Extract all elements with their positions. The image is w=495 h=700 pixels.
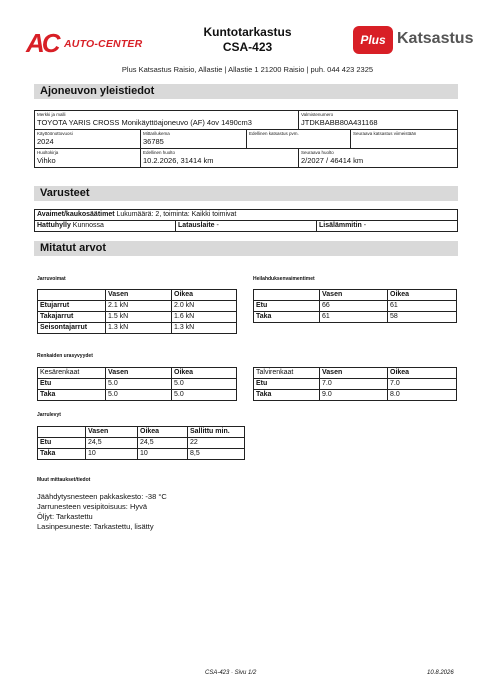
heater-cell <box>317 221 457 231</box>
vin-value: JTDKBABB80A431168 <box>301 118 378 127</box>
discs-col-min: Sallittu min. <box>188 427 245 438</box>
winter-cell: 7.0 <box>320 379 388 390</box>
make-model-value: TOYOTA YARIS CROSS Monikäyttöajoneuvo (AF) 4ov 1490cm3 <box>37 118 252 127</box>
summer-tires-table <box>37 367 237 401</box>
winter-tires-table <box>253 367 457 401</box>
winter-cell: 7.0 <box>388 379 457 390</box>
shock-absorbers-title: Heilahduksenvaimentimet <box>253 276 315 282</box>
discs-cell: 10 <box>86 449 138 460</box>
service-book-cell <box>35 149 141 167</box>
discs-col-right: Oikea <box>138 427 188 438</box>
summer-row-label: Etu <box>38 379 106 390</box>
table-row <box>254 390 457 401</box>
table-row <box>38 438 245 449</box>
tread-depth-title: Renkaiden urasyvyydet <box>37 353 93 359</box>
title-line-2: CSA-423 <box>222 40 273 54</box>
winter-col-right: Oikea <box>388 368 457 379</box>
summer-row-label: Taka <box>38 390 106 401</box>
brake-discs-title: Jarrulevyt <box>37 412 61 418</box>
make-model-cell <box>35 111 299 129</box>
vin-cell <box>299 111 457 129</box>
hat-shelf-value: Kunnossa <box>72 222 104 229</box>
brakes-col-left: Vasen <box>106 290 172 301</box>
footer-page-info: CSA-423 · Sivu 1/2 <box>205 670 257 676</box>
summer-tires-head: Kesärenkaat <box>38 368 106 379</box>
list-item: Lasinpesuneste: Tarkastettu, lisätty <box>37 522 154 531</box>
shock-absorbers-table <box>253 289 457 323</box>
prev-inspection-label: Edellinen katsastus pvm. <box>249 131 299 136</box>
intro-year-label: Käyttöönottovuosi <box>37 131 73 136</box>
section-header-general: Ajoneuvon yleistiedot <box>34 84 458 99</box>
brakes-cell: 1.3 kN <box>106 323 172 334</box>
summer-cell: 5.0 <box>172 379 237 390</box>
brake-discs-table <box>37 426 245 460</box>
charger-cell <box>176 221 317 231</box>
discs-row-label: Taka <box>38 449 86 460</box>
list-item: Jäähdytysnesteen pakkaskesto: -38 °C <box>37 492 167 501</box>
summer-cell: 5.0 <box>106 390 172 401</box>
brakes-row-label: Etujarrut <box>38 301 106 312</box>
shocks-col-right: Oikea <box>388 290 457 301</box>
service-book-label: Huoltokirja <box>37 150 59 155</box>
summer-cell: 5.0 <box>172 390 237 401</box>
odometer-value: 36785 <box>143 137 164 146</box>
intro-year-value: 2024 <box>37 137 54 146</box>
next-service-label: Seuraava huolto <box>301 150 334 155</box>
summer-col-right: Oikea <box>172 368 237 379</box>
discs-cell: 24,5 <box>138 438 188 449</box>
brakes-row-label: Takajarrut <box>38 312 106 323</box>
auto-center-logo-text: AUTO-CENTER <box>64 38 143 50</box>
table-row <box>38 301 237 312</box>
table-row <box>254 379 457 390</box>
discs-cell: 10 <box>138 449 188 460</box>
discs-col-left: Vasen <box>86 427 138 438</box>
summer-cell: 5.0 <box>106 379 172 390</box>
other-measurements-list <box>37 492 167 532</box>
charger-value: - <box>216 222 219 229</box>
prev-inspection-cell <box>247 130 351 148</box>
brakes-cell: 2.0 kN <box>172 301 237 312</box>
brakes-cell: 1.5 kN <box>106 312 172 323</box>
keys-value: Lukumäärä: 2, toiminta: Kaikki toimivat <box>116 211 237 218</box>
summer-col-left: Vasen <box>106 368 172 379</box>
discs-cell: 24,5 <box>86 438 138 449</box>
keys-cell <box>35 210 457 220</box>
shocks-row-label: Etu <box>254 301 320 312</box>
brakes-row-label: Seisontajarrut <box>38 323 106 334</box>
list-item: Jarrunesteen vesipitoisuus: Hyvä <box>37 502 148 511</box>
prev-service-value: 10.2.2026, 31414 km <box>143 156 214 165</box>
next-inspection-cell <box>351 130 457 148</box>
title-line-1: Kuntotarkastus <box>203 25 292 39</box>
section-header-measured: Mitatut arvot <box>34 241 458 256</box>
next-inspection-label: Seuraava katsastus viimeistään <box>353 131 417 136</box>
hat-shelf-label: Hattuhylly <box>37 222 71 229</box>
plus-katsastus-logo <box>353 26 473 54</box>
brake-forces-title: Jarruvoimat <box>37 276 66 282</box>
shocks-cell: 61 <box>388 301 457 312</box>
table-row <box>38 390 237 401</box>
station-address: Plus Katsastus Raisio, Allastie | Allastie 1 21200 Raisio | puh. 044 423 2325 <box>121 65 374 74</box>
plus-badge: Plus <box>353 26 393 54</box>
discs-row-label: Etu <box>38 438 86 449</box>
auto-center-logo-mark: AC <box>26 28 58 58</box>
table-row <box>38 379 237 390</box>
table-row <box>38 312 237 323</box>
shocks-cell: 61 <box>320 312 388 323</box>
document-title <box>160 25 335 55</box>
keys-label: Avaimet/kaukosäätimet <box>37 211 115 218</box>
service-book-value: Vihko <box>37 156 56 165</box>
winter-col-left: Vasen <box>320 368 388 379</box>
brakes-cell: 1.6 kN <box>172 312 237 323</box>
odometer-cell <box>141 130 247 148</box>
winter-cell: 8.0 <box>388 390 457 401</box>
vehicle-info-grid <box>34 110 458 168</box>
section-header-equipment: Varusteet <box>34 186 458 201</box>
next-service-value: 2/2027 / 46414 km <box>301 156 364 165</box>
table-row <box>254 301 457 312</box>
brakes-cell: 1.3 kN <box>172 323 237 334</box>
heater-value: - <box>363 222 367 229</box>
winter-row-label: Etu <box>254 379 320 390</box>
shocks-col-left: Vasen <box>320 290 388 301</box>
hat-shelf-cell <box>35 221 176 231</box>
winter-tires-head: Talvirenkaat <box>254 368 320 379</box>
odometer-label: Mittarilukema <box>143 131 170 136</box>
vin-label: Valmistenumero <box>301 112 334 117</box>
katsastus-wordmark: Katsastus <box>397 30 474 47</box>
winter-cell: 9.0 <box>320 390 388 401</box>
next-service-cell <box>299 149 457 167</box>
table-row <box>38 323 237 334</box>
brakes-cell: 2.1 kN <box>106 301 172 312</box>
brakes-col-right: Oikea <box>172 290 237 301</box>
table-row <box>254 312 457 323</box>
shocks-cell: 58 <box>388 312 457 323</box>
make-model-label: Merkki ja malli <box>37 112 66 117</box>
shocks-cell: 66 <box>320 301 388 312</box>
auto-center-logo <box>26 28 151 58</box>
prev-service-label: Edellinen huolto <box>143 150 176 155</box>
shocks-row-label: Taka <box>254 312 320 323</box>
discs-cell: 8,5 <box>188 449 245 460</box>
equipment-grid <box>34 209 458 232</box>
other-measurements-title: Muut mittaukset/tiedot <box>37 477 91 483</box>
footer-date: 10.8.2026 <box>427 670 454 676</box>
heater-label: Lisälämmitin <box>319 222 362 229</box>
charger-label: Latauslaite <box>178 222 215 229</box>
table-row <box>38 449 245 460</box>
intro-year-cell <box>35 130 141 148</box>
list-item: Öljyt: Tarkastettu <box>37 512 93 521</box>
prev-service-cell <box>141 149 299 167</box>
discs-cell: 22 <box>188 438 245 449</box>
brake-forces-table <box>37 289 237 334</box>
winter-row-label: Taka <box>254 390 320 401</box>
